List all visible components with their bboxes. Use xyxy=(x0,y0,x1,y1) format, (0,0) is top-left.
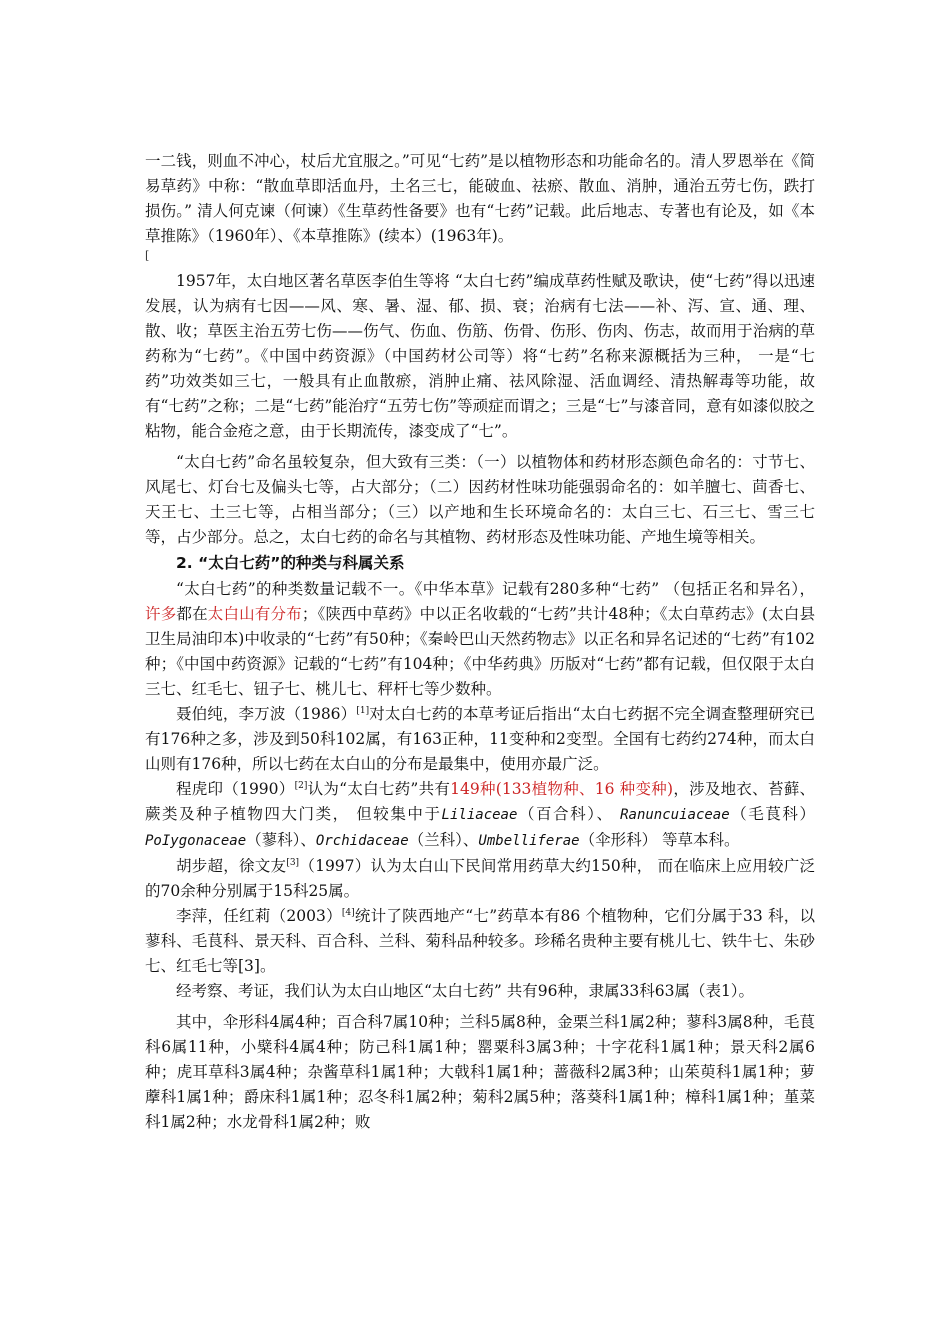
stray-bracket-mark: [ xyxy=(145,249,150,262)
section-heading-2: 2. “太白七药”的种类与科属关系 xyxy=(176,554,405,572)
highlight-red-text: 太白山有分布 xyxy=(207,605,302,623)
text-span: （蓼科）、 xyxy=(246,831,316,849)
text-span: （毛茛科） xyxy=(729,805,815,823)
text-span: 都在 xyxy=(176,605,208,623)
paragraph-family-breakdown: 其中，伞形科4属4种；百合科7属10种；兰科5属8种，金栗兰科1属2种；蓼科3属8种，毛茛科6属11种，小檗科4属4种；防己科1属1种；罂粟科3属3种；十字花科1属1种；景天科2属6种；虎耳草科3属4种；杂酱草科1属1种；大戟科1属1种；蔷薇科2属3种；山茱萸科1属1种；萝藦科1属1种；爵床科1属1种；忍冬科1属2种；菊科2属5种；落葵科1属1种；樟科1属1种；堇菜科1属2种；水龙骨科1属2种；败 xyxy=(145,1013,815,1131)
latin-family-name: Orchidaceae xyxy=(315,833,409,849)
latin-family-name: Liliaceae xyxy=(441,807,518,823)
paragraph-li-2003 xyxy=(145,904,815,979)
text-span: 程虎印（1990） xyxy=(176,780,295,798)
paragraph-cheng-1990 xyxy=(145,777,815,854)
latin-family-name: PoIygonaceae xyxy=(145,833,247,849)
text-span: 对太白七药的本草考证后指出“太白七药据不完全调查整理研究已有176种之多，涉及到50科102属，有163正种，11变种和2变型。全国有七药约274种，而太白山则有176种，所以七药在太白山的分布是最集中，使用亦最广泛。 xyxy=(145,705,815,773)
highlight-red-text: 许多 xyxy=(145,605,177,623)
text-span: 聂伯纯，李万波（1986） xyxy=(176,705,357,723)
paragraph-hu-1997 xyxy=(145,854,815,904)
paragraph-naming-categories: “太白七药”命名虽较复杂，但大致有三类：（一）以植物体和药材形态颜色命名的：寸节七、风尾七、灯台七及偏头七等，占大部分；（二）因药材性味功能强弱命名的：如羊膻七、茴香七、天王七、土三七等，占相当部分；（三）以产地和生长环境命名的：太白三七、石三七、雪三七等，占少部分。总之，太白七药的命名与其植物、药材形态及性味功能、产地生境等相关。 xyxy=(145,453,815,546)
paragraph-1957-history: 1957年，太白地区著名草医李伯生等将 “太白七药”编成草药性赋及歌诀，使“七药”得以迅速发展，认为病有七因——风、寒、暑、湿、郁、损、衰；治病有七法——补、泻、宣、通、理、散、收；草医主治五劳七伤——伤气、伤血、伤筋、伤骨、伤形、伤肉、伤志，故而用于治病的草药称为“七药”。《中国中药资源》（中国药材公司等）将“七药”名称来源概括为三种， 一是“七药”功效类如三七，一般具有止血散瘀，消肿止痛、祛风除湿、活血调经、清热解毒等功能，故有“七药”之称；二是“七药”能治疗“五劳七伤”等顽症而谓之；三是“七”与漆音同，意有如漆似胶之粘物，能合金疮之意，由于长期流传，漆变成了“七”。 xyxy=(145,272,815,440)
highlight-red-text: 149种(133植物种、16 种变种) xyxy=(450,780,674,798)
text-span: 胡步超，徐文友 xyxy=(176,857,287,875)
paragraph-conclusion-96-species: 经考察、考证，我们认为太白山地区“太白七药” 共有96种，隶属33科63属（表1）。 xyxy=(176,982,755,1000)
text-span: 认为“太白七药”共有 xyxy=(307,780,451,798)
text-span: （百合科）、 xyxy=(517,805,621,823)
paragraph-nie-1986 xyxy=(145,702,815,777)
latin-family-name: Umbelliferae xyxy=(478,833,580,849)
text-span: 李萍，任红莉（2003） xyxy=(176,907,342,925)
citation-ref: [3] xyxy=(286,858,300,868)
paragraph-intro-continued: 一二钱，则血不冲心，杖后尤宜服之。”可见“七药”是以植物形态和功能命名的。清人罗恩举在《简易草药》中称：“散血草即活血丹，土名三七，能破血、祛瘀、散血、消肿，通治五劳七伤，跌打损伤。” 清人何克谏（何谏）《生草药性备要》也有“七药”记载。此后地志、专著也有论及，如《本草推陈》（1960年）、《本草推陈》(续本）(1963年)。 xyxy=(145,152,815,245)
citation-ref: [2] xyxy=(294,781,308,791)
text-span: 统计了陕西地产“七”药草本有86 个植物种，它们分属于33 科，以蓼科、毛茛科、景天科、百合科、兰科、菊科品种较多。珍稀名贵种主要有桃儿七、铁牛七、朱砂七、红毛七等[3]。 xyxy=(145,907,815,975)
text-span: ；《陕西中草药》中以正名收载的“七药”共计48种；《太白草药志》(太白县卫生局油印本)中收录的“七药”有50种；《秦岭巴山天然药物志》以正名和异名记述的“七药”有102种；《中国中药资源》记载的“七药”有104种；《中华药典》历版对“七药”都有记载，但仅限于太白三七、红毛七、钮子七、桃儿七、秤杆七等少数种。 xyxy=(145,605,815,698)
text-span: （伞形科） 等草本科。 xyxy=(579,831,740,849)
text-span: （兰科）、 xyxy=(408,831,479,849)
paragraph-species-records xyxy=(145,577,815,702)
text-span: ，涉及地衣、苔藓、蕨类及种子植物四大门类， 但较集中于 xyxy=(145,780,815,823)
latin-family-name: Ranuncuiaceae xyxy=(620,807,730,823)
citation-ref: [1] xyxy=(356,706,370,716)
text-span: （1997）认为太白山下民间常用药草大约150种， 而在临床上应用较广泛的70余种分别属于15科25属。 xyxy=(145,857,815,900)
document-body xyxy=(145,149,815,1135)
text-span: “太白七药”的种类数量记载不一。《中华本草》记载有280多种“七药” （包括正名和异名）， xyxy=(176,580,815,598)
citation-ref: [4] xyxy=(341,908,355,918)
